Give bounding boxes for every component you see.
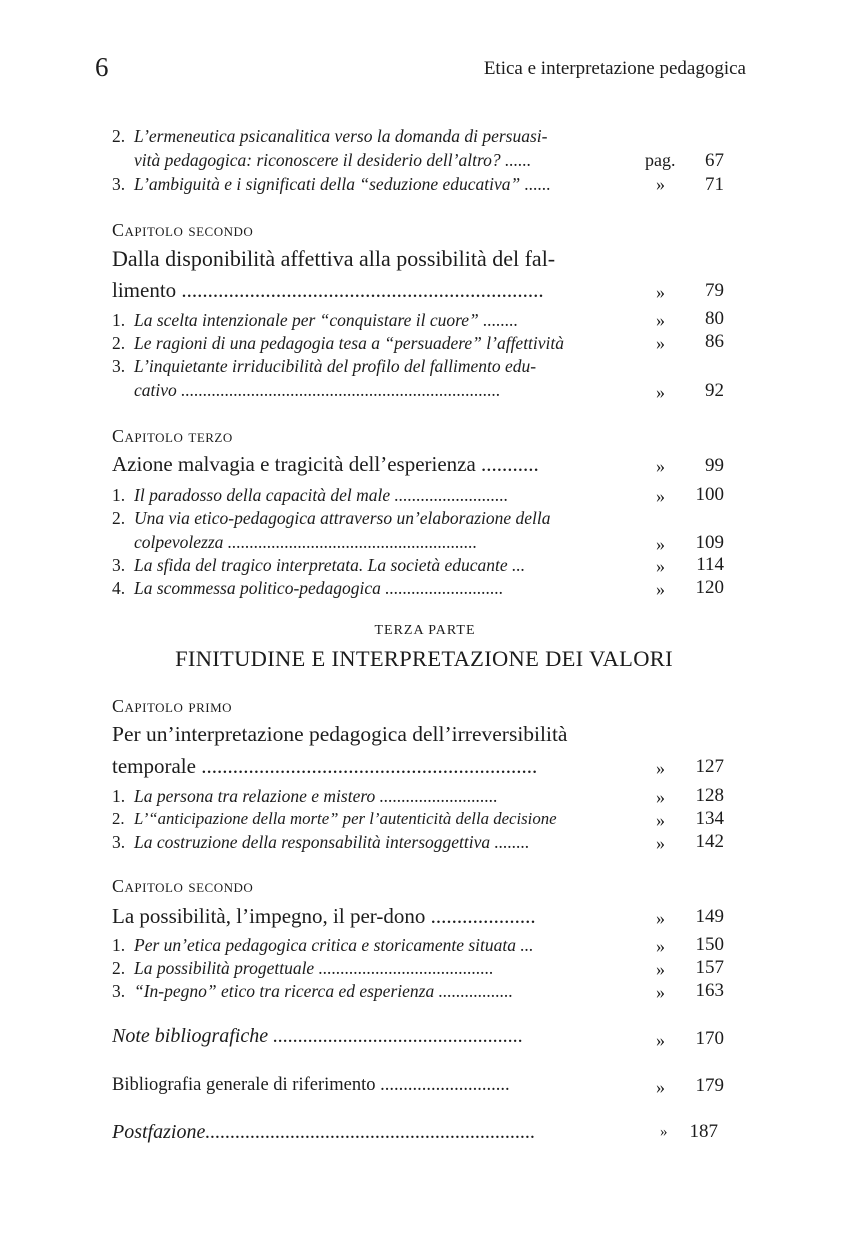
page-ref: 100	[695, 484, 724, 505]
entry-title: Una via etico-pedagogica attraverso un’elaborazione della	[134, 508, 551, 528]
page-ref: 99	[705, 455, 724, 476]
part-label: TERZA PARTE	[374, 623, 476, 638]
section-number: 3.	[112, 174, 126, 194]
page-ref: 187	[689, 1121, 718, 1142]
entry-title: Per un’etica pedagogica critica e storicamente situata ...	[134, 935, 534, 955]
page-ref: 109	[695, 532, 724, 553]
page-ref: 179	[695, 1075, 724, 1096]
page-ref: 149	[695, 906, 724, 927]
entry-title: La possibilità progettuale ........................................	[134, 958, 494, 978]
ditto-mark: »	[656, 486, 665, 506]
section-number: 3.	[112, 555, 126, 575]
ditto-mark: »	[656, 936, 665, 956]
page-ref: 71	[705, 174, 724, 195]
section-number: 3.	[112, 832, 126, 852]
page-ref: 157	[695, 957, 724, 978]
section-number: 2.	[112, 958, 126, 978]
entry-title: L’ambiguità e i significati della “seduzione educativa” ......	[134, 174, 551, 194]
entry-title: “In-pegno” etico tra ricerca ed esperienza .................	[134, 981, 513, 1001]
ditto-mark: »	[656, 282, 665, 302]
section-number: 3.	[112, 981, 126, 1001]
ditto-mark: »	[656, 534, 665, 554]
section-number: 2.	[112, 333, 126, 353]
ditto-mark: »	[656, 333, 665, 353]
page-ref: 127	[695, 756, 724, 777]
ditto-mark: »	[656, 1077, 665, 1097]
entry-title: La scelta intenzionale per “conquistare il cuore” ........	[134, 310, 519, 330]
chapter-label: Capitolo primo	[112, 696, 233, 716]
page-ref: 86	[705, 331, 724, 352]
section-number: 2.	[112, 809, 125, 828]
page-prefix: pag.	[645, 150, 676, 170]
ditto-mark: »	[656, 382, 665, 402]
page-ref: 128	[695, 785, 724, 806]
section-number: 1.	[112, 935, 126, 955]
chapter-title: La possibilità, l’impegno, il per-dono ....................	[112, 904, 536, 928]
section-number: 2.	[112, 126, 126, 146]
section-number: 1.	[112, 786, 126, 806]
entry-title-cont: vità pedagogica: riconoscere il desiderio dell’altro? ......	[134, 150, 532, 170]
entry-title: L’“anticipazione della morte” per l’autenticità della decisione	[134, 809, 557, 828]
ditto-mark: »	[656, 758, 665, 778]
chapter-label: Capitolo secondo	[112, 220, 254, 240]
page-ref: 134	[695, 808, 724, 829]
entry-title: La sfida del tragico interpretata. La società educante ...	[134, 555, 526, 575]
section-number: 1.	[112, 485, 126, 505]
page-ref: 120	[695, 577, 724, 598]
entry-title: La scommessa politico-pedagogica ...........................	[134, 578, 504, 598]
entry-title: L’ermeneutica psicanalitica verso la domanda di persuasi-	[134, 126, 548, 146]
chapter-title-cont: limento .....................................................................	[112, 278, 544, 302]
part-title: FINITUDINE E INTERPRETAZIONE DEI VALORI	[175, 646, 673, 671]
chapter-title: Per un’interpretazione pedagogica dell’irreversibilità	[112, 722, 568, 746]
page-ref: 92	[705, 380, 724, 401]
ditto-mark: »	[656, 310, 665, 330]
chapter-title: Azione malvagia e tragicità dell’esperienza ...........	[112, 452, 539, 476]
ditto-mark: »	[656, 556, 665, 576]
entry-title: Bibliografia generale di riferimento ............................	[112, 1075, 510, 1095]
page-ref: 67	[705, 150, 724, 171]
page-ref: 150	[695, 934, 724, 955]
page-ref: 114	[696, 554, 724, 575]
page-ref: 79	[705, 280, 724, 301]
ditto-mark: »	[656, 787, 665, 807]
section-number: 1.	[112, 310, 126, 330]
chapter-title-cont: temporale ................................................................	[112, 754, 538, 778]
ditto-mark: »	[656, 456, 665, 476]
chapter-title: Dalla disponibilità affettiva alla possibilità del fal-	[112, 246, 556, 271]
page-ref: 80	[705, 308, 724, 329]
entry-title: L’inquietante irriducibilità del profilo del fallimento edu-	[134, 356, 537, 376]
entry-title: Le ragioni di una pedagogia tesa a “persuadere” l’affettività	[134, 333, 565, 353]
ditto-mark: »	[656, 982, 665, 1002]
entry-title: Note bibliografiche ..................................................	[112, 1025, 524, 1047]
ditto-mark: »	[656, 579, 665, 599]
ditto-mark: »	[656, 833, 665, 853]
entry-title: La costruzione della responsabilità intersoggettiva ........	[134, 832, 530, 852]
section-number: 4.	[112, 578, 126, 598]
page-ref: 142	[695, 831, 724, 852]
page-ref: 163	[695, 980, 724, 1001]
section-number: 2.	[112, 508, 126, 528]
page-ref: 170	[695, 1028, 724, 1049]
page-number: 6	[95, 52, 109, 82]
ditto-mark: »	[656, 810, 665, 830]
chapter-label: Capitolo secondo	[112, 876, 254, 896]
chapter-label: Capitolo terzo	[112, 426, 233, 446]
entry-title: La persona tra relazione e mistero ...........................	[134, 786, 498, 806]
ditto-mark: »	[656, 174, 665, 194]
ditto-mark: »	[656, 959, 665, 979]
entry-title: Postfazione..................................................................	[112, 1121, 536, 1143]
entry-title: Il paradosso della capacità del male ..........................	[134, 485, 509, 505]
entry-title-cont: colpevolezza .........................................................	[134, 532, 478, 552]
ditto-mark: »	[656, 1030, 665, 1050]
section-number: 3.	[112, 356, 126, 376]
ditto-mark: »	[660, 1124, 668, 1140]
entry-title-cont: cativo .........................................................................	[134, 380, 501, 400]
ditto-mark: »	[656, 908, 665, 928]
running-title: Etica e interpretazione pedagogica	[483, 58, 746, 79]
